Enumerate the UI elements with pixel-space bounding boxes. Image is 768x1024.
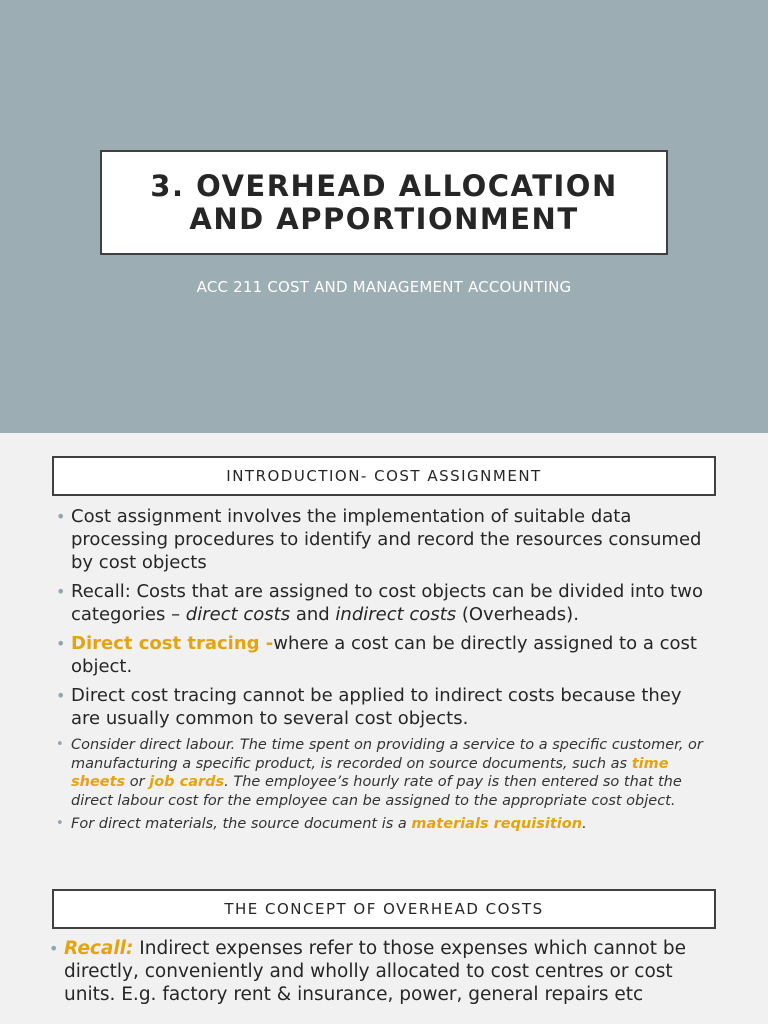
- bullet-text: or: [125, 774, 150, 790]
- overhead-bullet-list: [49, 937, 709, 1006]
- bullet-text: . The employee’s hourly rate of pay is then entered so that the direct labour cost for the employee can be assigned to the appropriate cost object.: [71, 774, 682, 809]
- bullet-text: For direct materials, the source document is a: [71, 816, 412, 832]
- title-slide: [0, 0, 768, 433]
- intro-bullet-list: [56, 505, 716, 834]
- bullet-text: where a cost can be directly assigned to a cost object.: [71, 633, 697, 677]
- bullet-text: Indirect expenses refer to those expenses which cannot be directly, conveniently and wholly allocated to cost centres or cost units. E.g. factory rent & insurance, power, general repairs etc: [64, 938, 686, 1005]
- highlight-materials-requisition: materials requisition: [411, 816, 583, 832]
- slide-title: 3. OVERHEAD ALLOCATION AND APPORTIONMENT: [150, 168, 618, 236]
- section-heading-text: INTRODUCTION- COST ASSIGNMENT: [226, 467, 542, 485]
- bullet-icon: •: [49, 939, 59, 958]
- bullet-icon: •: [56, 634, 66, 653]
- bullet-text: Direct cost tracing cannot be applied to indirect costs because they are usually common to several cost objects.: [71, 685, 682, 729]
- bullet-icon: •: [56, 582, 66, 601]
- list-item: [56, 736, 716, 810]
- list-item: [56, 505, 716, 574]
- highlight-recall: Recall:: [64, 938, 134, 959]
- list-item: [56, 580, 716, 626]
- highlight-direct-cost-tracing: Direct cost tracing -: [71, 633, 274, 654]
- bullet-icon: •: [56, 816, 64, 831]
- section-heading-text: THE CONCEPT OF OVERHEAD COSTS: [224, 900, 544, 918]
- bullet-icon: •: [56, 737, 64, 752]
- highlight-time-sheets: time sheets: [71, 755, 669, 790]
- bullet-text: .: [582, 816, 587, 832]
- list-item: [56, 684, 716, 730]
- list-item: [49, 937, 709, 1006]
- list-item: [56, 632, 716, 678]
- emphasis-direct-costs: direct costs: [185, 604, 291, 625]
- bullet-text: Cost assignment involves the implementation of suitable data processing procedures to identify and record the resources consumed by cost objects: [71, 506, 702, 573]
- bullet-icon: •: [56, 686, 66, 705]
- bullet-text: Consider direct labour. The time spent on providing a service to a specific customer, or manufacturing a specific product, is recorded on source documents, such as: [71, 737, 703, 772]
- list-item: [56, 815, 716, 834]
- highlight-job-cards: job cards: [149, 774, 225, 790]
- title-box: [100, 150, 668, 255]
- bullet-text: (Overheads).: [456, 604, 579, 625]
- section-heading-overhead-concept: [52, 889, 716, 929]
- emphasis-indirect-costs: indirect costs: [335, 604, 457, 625]
- bullet-text: Recall: Costs that are assigned to cost objects can be divided into two categories –: [71, 581, 703, 625]
- bullet-text: and: [290, 604, 336, 625]
- section-heading-introduction: [52, 456, 716, 496]
- bullet-icon: •: [56, 507, 66, 526]
- slide-subtitle: ACC 211 COST AND MANAGEMENT ACCOUNTING: [196, 278, 572, 296]
